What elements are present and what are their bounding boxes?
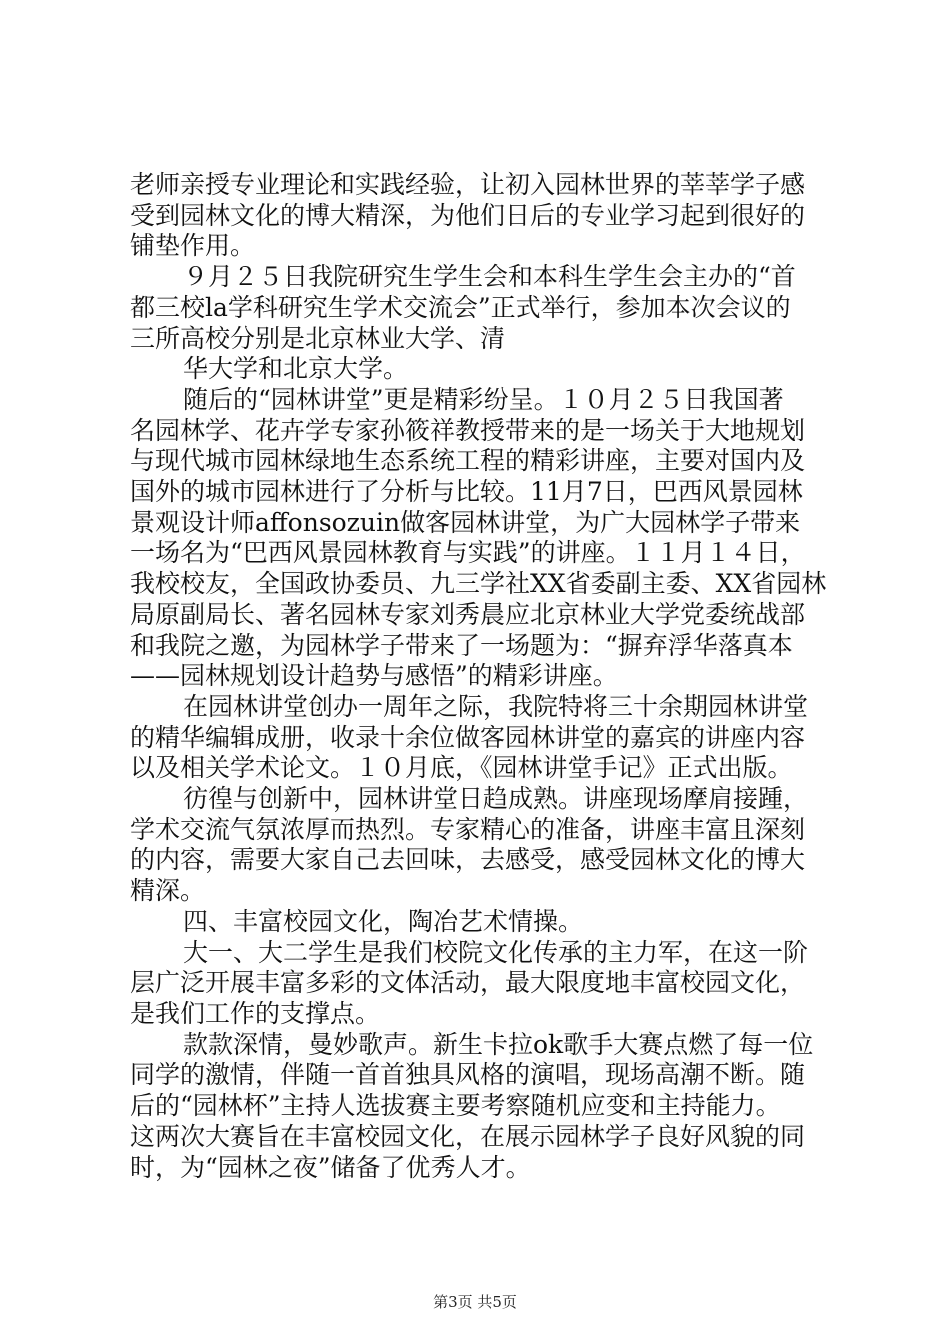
text-line: 景观设计师affonsozuin做客园林讲堂，为广大园林学子带来 (130, 507, 801, 537)
text-line: 时，为“园林之夜”储备了优秀人才。 (130, 1152, 531, 1182)
text-line: 款款深情，曼妙歌声。新生卡拉ok歌手大赛点燃了每一位 (183, 1029, 814, 1059)
text-line: 铺垫作用。 (130, 231, 256, 261)
text-line: 名园林学、花卉学专家孙筱祥教授带来的是一场关于大地规划 (130, 415, 806, 445)
text-line: ９月２５日我院研究生学生会和本科生学生会主办的“首 (183, 262, 796, 292)
text-line: 的内容，需要大家自己去回味，去感受，感受园林文化的博大 (130, 845, 806, 875)
text-line: 局原副局长、著名园林专家刘秀晨应北京林业大学党委统战部 (130, 599, 806, 629)
text-line: 受到园林文化的博大精深，为他们日后的专业学习起到很好的 (130, 200, 806, 230)
text-line: 与现代城市园林绿地生态系统工程的精彩讲座，主要对国内及 (130, 446, 806, 476)
text-line: 后的“园林杯”主持人选拔赛主要考察随机应变和主持能力。 (130, 1091, 781, 1121)
text-line: 国外的城市园林进行了分析与比较。11月7日，巴西风景园林 (130, 477, 803, 507)
text-line: 大一、大二学生是我们校院文化传承的主力军，在这一阶 (183, 937, 809, 967)
text-line: 和我院之邀，为园林学子带来了一场题为：“摒弃浮华落真本 (130, 630, 793, 660)
text-line: 层广泛开展丰富多彩的文体活动，最大限度地丰富校园文化， (130, 968, 806, 998)
text-line: 学术交流气氛浓厚而热烈。专家精心的准备，讲座丰富且深刻 (130, 814, 806, 844)
text-line: 的精华编辑成册，收录十余位做客园林讲堂的嘉宾的讲座内容 (130, 722, 806, 752)
text-line: 以及相关学术论文。１０月底，《园林讲堂手记》正式出版。 (130, 753, 793, 783)
text-line: 这两次大赛旨在丰富校园文化，在展示园林学子良好风貌的同 (130, 1121, 806, 1151)
text-line: 随后的“园林讲堂”更是精彩纷呈。１０月２５日我国著 (183, 384, 784, 414)
page-footer: 第3页 共5页 (433, 1293, 517, 1311)
text-line: 是我们工作的支撑点。 (130, 998, 381, 1028)
text-line: 三所高校分别是北京林业大学、清 (130, 323, 506, 353)
text-line: 一场名为“巴西风景园林教育与实践”的讲座。１１月１４日， (130, 538, 806, 568)
text-line: 四、丰富校园文化，陶冶艺术情操。 (183, 906, 584, 936)
text-line: 华大学和北京大学。 (183, 354, 409, 384)
text-line: 我校校友，全国政协委员、九三学社XX省委副主委、XX省园林 (130, 569, 827, 599)
text-line: 在园林讲堂创办一周年之际，我院特将三十余期园林讲堂 (183, 691, 809, 721)
text-line: ——园林规划设计趋势与感悟”的精彩讲座。 (130, 661, 618, 691)
text-line: 彷徨与创新中，园林讲堂日趋成熟。讲座现场摩肩接踵， (183, 784, 809, 814)
text-line: 都三校la学科研究生学术交流会”正式举行，参加本次会议的 (130, 292, 791, 322)
document-body (130, 170, 830, 1183)
text-line: 老师亲授专业理论和实践经验，让初入园林世界的莘莘学子感 (130, 170, 806, 199)
text-line: 同学的激情，伴随一首首独具风格的演唱，现场高潮不断。随 (130, 1060, 806, 1090)
text-line: 精深。 (130, 876, 206, 906)
